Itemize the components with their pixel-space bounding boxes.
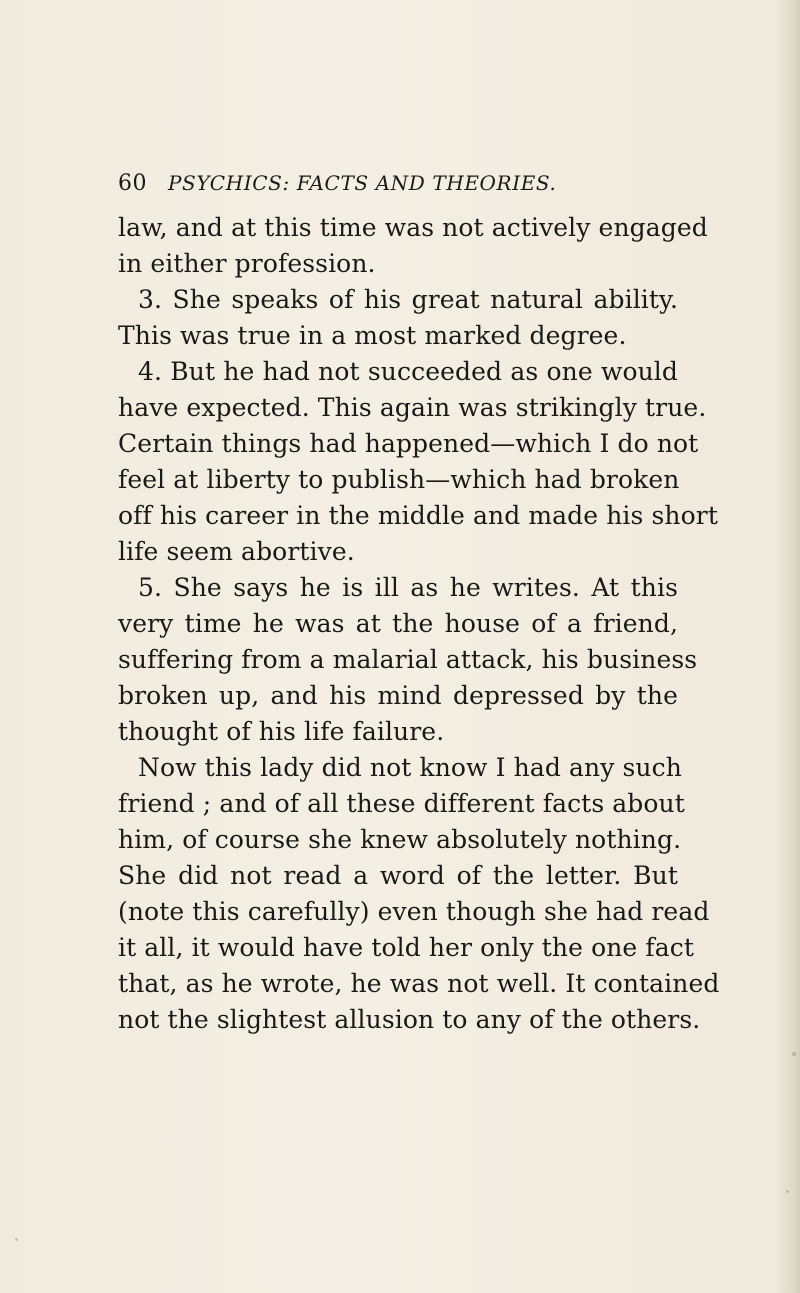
text-line: 5. She says he is ill as he writes. At this [138,573,678,602]
text-line: him, of course she knew absolutely nothing. [118,825,682,854]
text-line: 3. She speaks of his great natural ability. [138,285,678,314]
text-line: thought of his life failure. [118,717,445,746]
page-header-title: PSYCHICS: FACTS AND THEORIES. [168,171,557,195]
text-line: friend ; and of all these different facts about [118,789,685,818]
text-line: Now this lady did not know I had any such [138,753,682,782]
text-line: that, as he wrote, he was not well. It contained [118,969,720,998]
text-line: life seem abortive. [118,537,355,566]
text-line: in either profession. [118,249,376,278]
paper-fleck [792,1052,796,1056]
text-line: (note this carefully) even though she had read [118,897,710,926]
text-line: This was true in a most marked degree. [118,321,627,350]
text-line: feel at liberty to publish—which had broken [118,465,680,494]
text-line: 4. But he had not succeeded as one would [138,357,678,386]
page-number: 60 [118,171,147,196]
text-line: off his career in the middle and made his short [118,501,718,530]
text-line: Certain things had happened—which I do not [118,429,699,458]
body-text [118,210,720,1038]
running-head [118,171,678,201]
text-line: it all, it would have told her only the one fact [118,933,694,962]
paper-fleck [15,1238,18,1241]
text-line: have expected. This again was strikingly true. [118,393,707,422]
paper-fleck [786,1190,789,1193]
text-line: not the slightest allusion to any of the others. [118,1005,701,1034]
text-line: law, and at this time was not actively engaged [118,213,708,242]
text-line: very time he was at the house of a friend, [118,609,678,638]
text-line: suffering from a malarial attack, his business [118,645,698,674]
text-line: She did not read a word of the letter. But [118,861,678,890]
text-line: broken up, and his mind depressed by the [118,681,678,710]
page-edge-shadow [776,0,800,1293]
